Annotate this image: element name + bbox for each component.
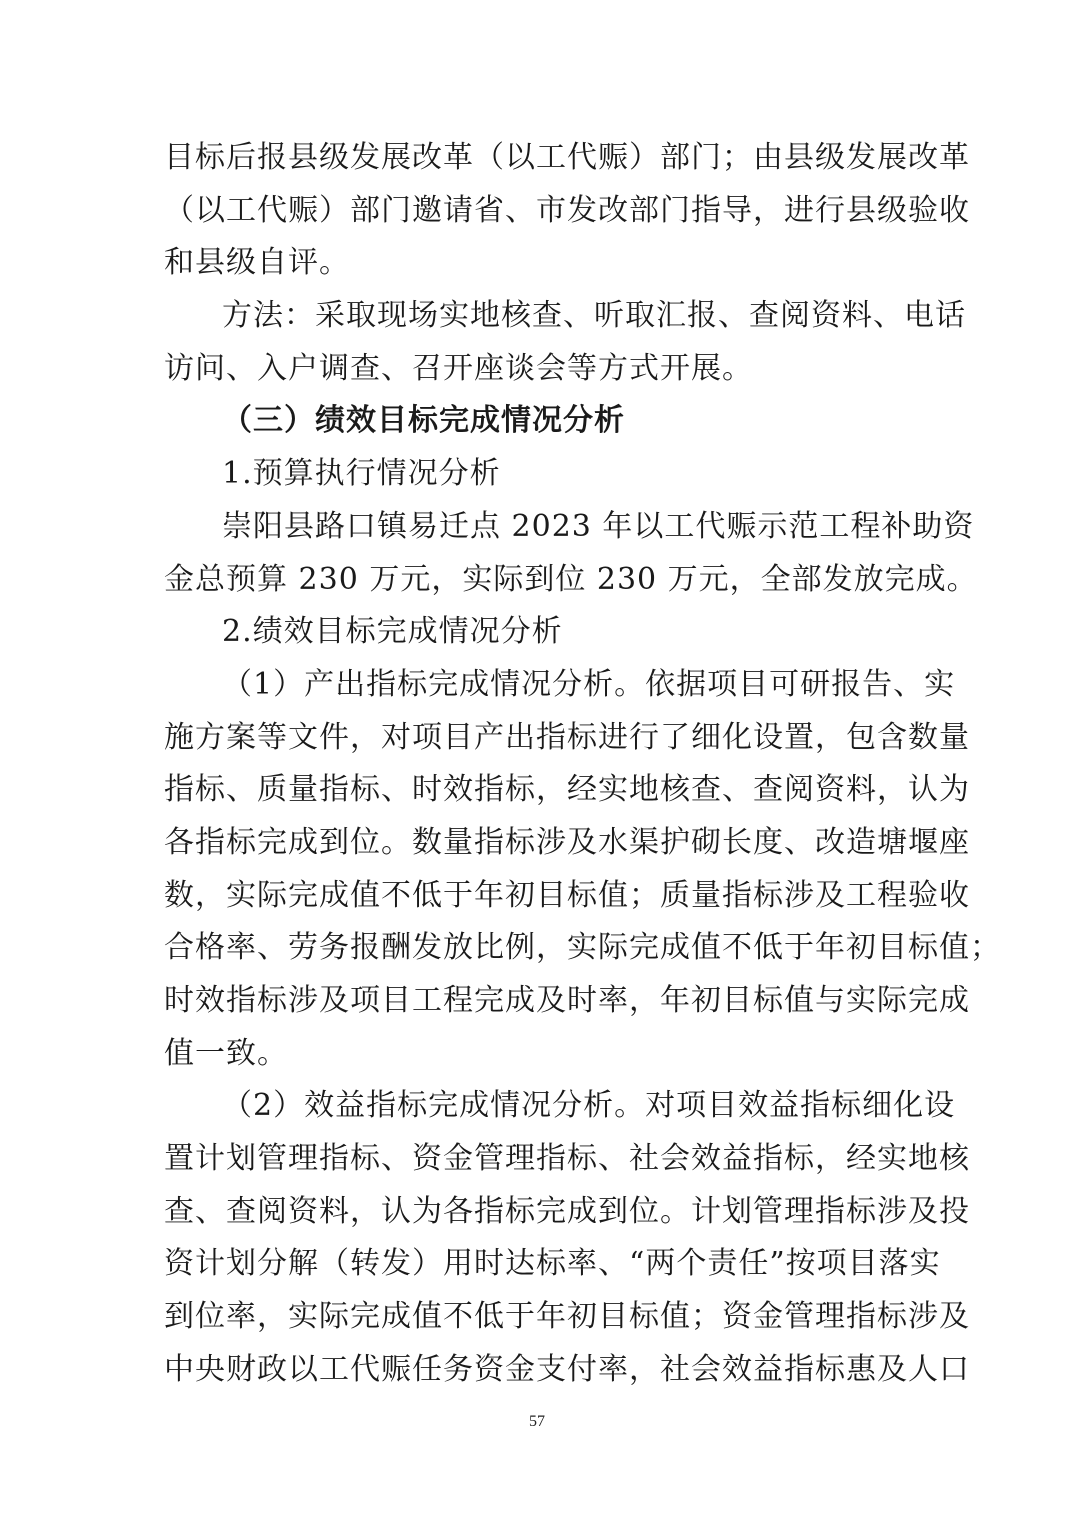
text-line: 查、查阅资料，认为各指标完成到位。计划管理指标涉及投: [164, 1193, 970, 1229]
text-line: 金总预算 230 万元，实际到位 230 万元，全部发放完成。: [164, 561, 978, 597]
page-number: 57: [529, 1413, 545, 1430]
text-line: 和县级自评。: [164, 245, 350, 281]
text-line: （1）产出指标完成情况分析。依据项目可研报告、实: [222, 666, 956, 702]
document-body: [164, 132, 1001, 1397]
text-line: 数，实际完成值不低于年初目标值；质量指标涉及工程验收: [164, 877, 970, 913]
text-line: （以工代赈）部门邀请省、市发改部门指导，进行县级验收: [164, 192, 970, 228]
text-line: 合格率、劳务报酬发放比例，实际完成值不低于年初目标值；: [164, 930, 1001, 966]
text-line: 指标、质量指标、时效指标，经实地核查、查阅资料，认为: [164, 772, 970, 808]
text-line: 资计划分解（转发）用时达标率、“两个责任”按项目落实: [164, 1246, 941, 1282]
section-heading: （三）绩效目标完成情况分析: [222, 403, 625, 439]
text-line: 到位率，实际完成值不低于年初目标值；资金管理指标涉及: [164, 1299, 970, 1335]
text-line: 2.绩效目标完成情况分析: [222, 614, 563, 650]
text-line: 值一致。: [164, 1035, 288, 1071]
text-line: （2）效益指标完成情况分析。对项目效益指标细化设: [222, 1088, 956, 1124]
text-line: 访问、入户调查、召开座谈会等方式开展。: [164, 350, 753, 386]
text-line: 置计划管理指标、资金管理指标、社会效益指标，经实地核: [164, 1141, 970, 1177]
text-line: 崇阳县路口镇易迁点 2023 年以工代赈示范工程补助资: [222, 508, 975, 544]
text-line: 各指标完成到位。数量指标涉及水渠护砌长度、改造塘堰座: [164, 824, 970, 860]
text-line: 方法：采取现场实地核查、听取汇报、查阅资料、电话: [222, 298, 966, 334]
text-line: 1.预算执行情况分析: [222, 456, 501, 492]
text-line: 时效指标涉及项目工程完成及时率，年初目标值与实际完成: [164, 983, 970, 1018]
text-line: 目标后报县级发展改革（以工代赈）部门；由县级发展改革: [164, 140, 970, 175]
text-line: 中央财政以工代赈任务资金支付率，社会效益指标惠及人口: [164, 1351, 970, 1387]
text-line: 施方案等文件，对项目产出指标进行了细化设置，包含数量: [164, 719, 970, 755]
